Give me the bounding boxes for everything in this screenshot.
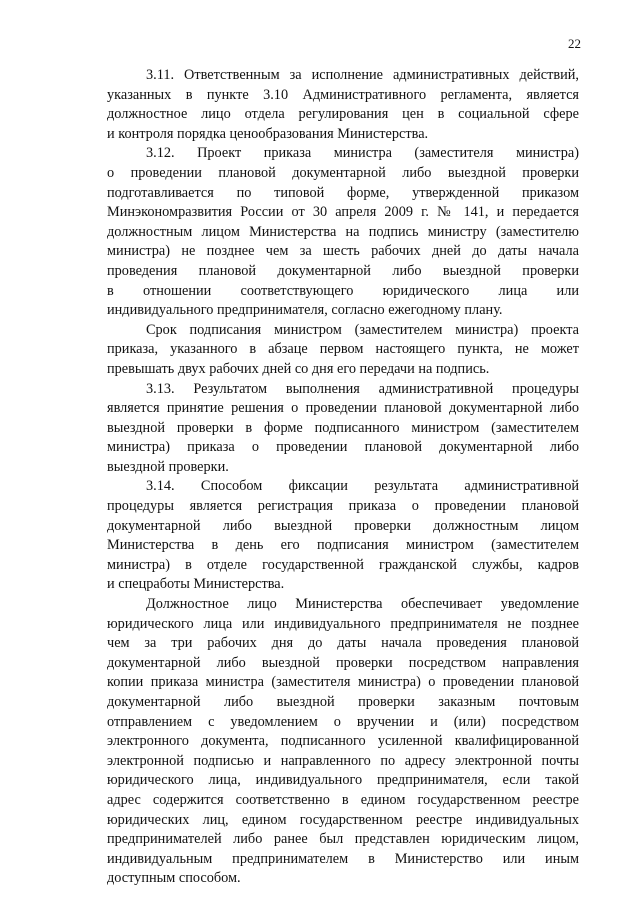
- paragraph: [107, 321, 579, 380]
- text-line: должностным лицом Министерства на подпись министру (заместителю: [107, 223, 579, 240]
- text-line: министра) не позднее чем за шесть рабочих дней до даты начала: [107, 243, 579, 260]
- text-line: электронного документа, подписанного усиленной квалифицированной: [107, 733, 579, 750]
- text-line: индивидуальным предпринимателем в Министерство или иным: [107, 850, 579, 867]
- paragraph: [107, 380, 579, 478]
- page-number: 22: [568, 36, 581, 51]
- text-line: превышать двух рабочих дней со дня его передачи на подпись.: [107, 360, 490, 377]
- text-line: выездной проверки в форме подписанного министром (заместителем: [107, 419, 579, 436]
- text-line: и контроля порядка ценообразования Министерства.: [107, 125, 429, 142]
- text-line: отправлением с уведомлением о вручении и (или) посредством: [107, 713, 579, 730]
- text-line: Срок подписания министром (заместителем министра) проекта: [146, 321, 579, 338]
- text-line: 3.12. Проект приказа министра (заместителя министра): [146, 145, 579, 162]
- paragraph: [107, 144, 579, 320]
- text-line: документарной либо выездной проверки заказным почтовым: [107, 694, 579, 710]
- text-line: 3.11. Ответственным за исполнение административных действий,: [146, 67, 579, 83]
- text-line: юридического лица, индивидуального предпринимателя, если такой: [107, 772, 579, 789]
- paragraph: [107, 477, 579, 595]
- text-line: Должностное лицо Министерства обеспечивает уведомление: [146, 596, 579, 613]
- text-line: проведения плановой документарной либо выездной проверки: [107, 262, 579, 279]
- text-line: приказа, указанного в абзаце первом настоящего пункта, не может: [107, 341, 579, 358]
- text-line: и спецработы Министерства.: [107, 576, 285, 593]
- document-body: [107, 66, 579, 889]
- text-line: Министерства в день его подписания министром (заместителем: [107, 537, 579, 554]
- text-line: чем за три рабочих дня до даты начала проведения плановой: [107, 635, 579, 652]
- text-line: 3.14. Способом фиксации результата административной: [146, 478, 579, 495]
- text-line: 3.13. Результатом выполнения административной процедуры: [146, 380, 579, 397]
- text-line: доступным способом.: [107, 870, 241, 887]
- paragraph: [107, 66, 579, 144]
- text-line: предпринимателей либо ранее был представлен юридическим лицом,: [107, 831, 579, 848]
- text-line: документарной либо выездной проверки посредством направления: [107, 654, 579, 671]
- text-line: выездной проверки.: [107, 458, 229, 475]
- text-line: в отношении соответствующего юридического лица или: [107, 282, 579, 299]
- paragraph: [107, 595, 579, 889]
- text-line: министра) в отделе государственной гражданской службы, кадров: [107, 556, 579, 573]
- text-line: документарной либо выездной проверки должностным лицом: [107, 517, 579, 534]
- text-line: процедуры является регистрация приказа о проведении плановой: [107, 498, 579, 515]
- text-line: юридического лица или индивидуального предпринимателя не позднее: [107, 615, 579, 632]
- text-line: о проведении плановой документарной либо выездной проверки: [107, 164, 579, 181]
- text-line: копии приказа министра (заместителя министра) о проведении плановой: [107, 674, 579, 691]
- text-line: адрес содержится соответственно в едином государственном реестре: [107, 791, 579, 808]
- text-line: электронной подписью и направленного по адресу электронной почты: [107, 752, 579, 769]
- text-line: индивидуального предпринимателя, согласно ежегодному плану.: [107, 302, 503, 319]
- text-line: министра) приказа о проведении плановой документарной либо: [107, 439, 579, 456]
- text-line: должностное лицо отдела регулирования цен в социальной сфере: [107, 106, 579, 123]
- text-line: подготавливается по типовой форме, утвержденной приказом: [107, 184, 579, 201]
- text-line: юридических лиц, едином государственном реестре индивидуальных: [107, 811, 579, 828]
- text-line: является принятие решения о проведении плановой документарной либо: [107, 400, 579, 417]
- text-line: указанных в пункте 3.10 Административного регламента, является: [107, 86, 579, 103]
- text-line: Минэкономразвития России от 30 апреля 2009 г. № 141, и передается: [107, 204, 579, 221]
